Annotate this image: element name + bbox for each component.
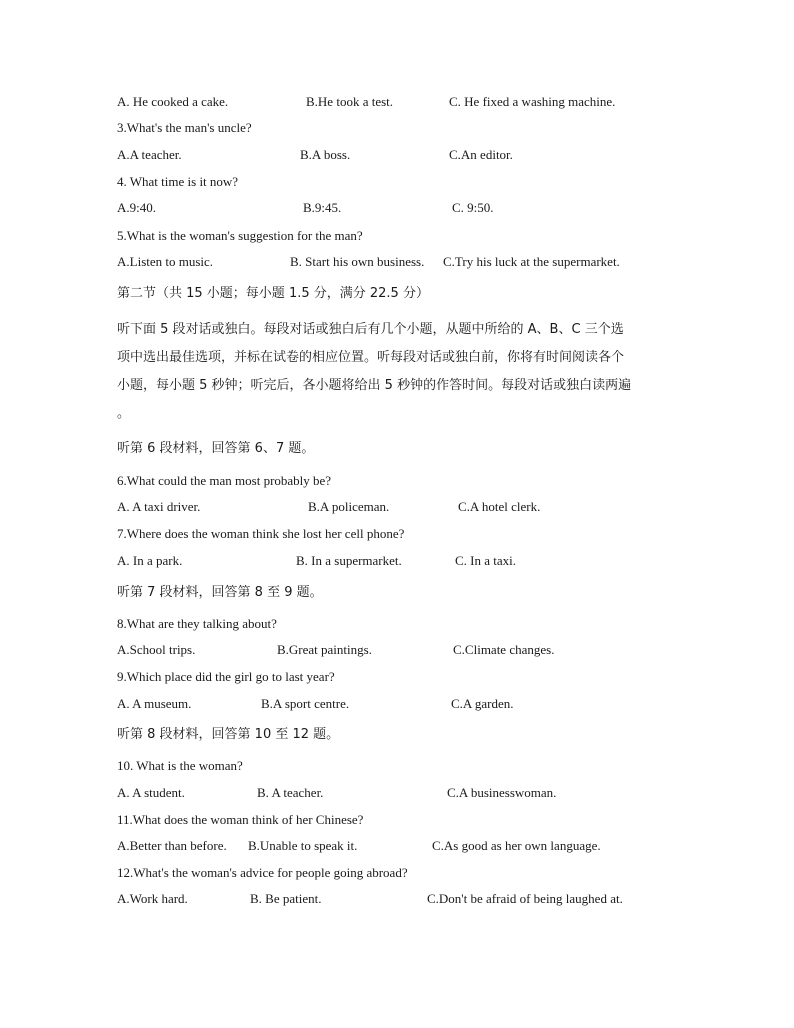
q5-option-b: B. Start his own business. <box>290 254 425 269</box>
question-10: 10. What is the woman? <box>117 758 243 773</box>
question-9: 9.Which place did the girl go to last year? <box>117 669 335 684</box>
q9-option-b: B.A sport centre. <box>261 696 350 711</box>
question-5: 5.What is the woman's suggestion for the man? <box>117 228 363 243</box>
q12-option-c: C.Don't be afraid of being laughed at. <box>427 891 623 906</box>
question-7: 7.Where does the woman think she lost her cell phone? <box>117 526 405 541</box>
instructions-line-1: 听下面 5 段对话或独白。每段对话或独白后有几个小题，从题中所给的 A、B、C 三个选 <box>117 322 624 337</box>
q3-option-c: C.An editor. <box>449 147 513 162</box>
q11-option-b: B.Unable to speak it. <box>248 838 358 853</box>
instructions-line-2: 项中选出最佳选项，并标在试卷的相应位置。听每段对话或独白前，你将有时间阅读各个 <box>117 350 625 365</box>
q6-option-c: C.A hotel clerk. <box>458 499 541 514</box>
material-8-heading: 听第 8 段材料，回答第 10 至 12 题。 <box>117 727 340 742</box>
question-8: 8.What are they talking about? <box>117 616 277 631</box>
q7-option-b: B. In a supermarket. <box>296 553 402 568</box>
question-11: 11.What does the woman think of her Chinese? <box>117 812 364 827</box>
question-4: 4. What time is it now? <box>117 174 239 189</box>
q11-option-a: A.Better than before. <box>117 838 227 853</box>
q10-option-a: A. A student. <box>117 785 185 800</box>
q5-option-a: A.Listen to music. <box>117 254 214 269</box>
q10-option-b: B. A teacher. <box>257 785 324 800</box>
question-3: 3.What's the man's uncle? <box>117 120 252 135</box>
q11-option-c: C.As good as her own language. <box>432 838 601 853</box>
q9-option-a: A. A museum. <box>117 696 192 711</box>
q5-option-c: C.Try his luck at the supermarket. <box>443 254 620 269</box>
q4-option-c: C. 9:50. <box>452 200 494 215</box>
q2-option-c: C. He fixed a washing machine. <box>449 94 616 109</box>
q6-option-b: B.A policeman. <box>308 499 390 514</box>
material-6-heading: 听第 6 段材料，回答第 6、7 题。 <box>117 441 315 456</box>
question-12: 12.What's the woman's advice for people going abroad? <box>117 865 408 880</box>
section-2-title: 第二节（共 15 小题；每小题 1.5 分，满分 22.5 分） <box>117 286 429 301</box>
q8-option-b: B.Great paintings. <box>277 642 372 657</box>
q12-option-a: A.Work hard. <box>117 891 188 906</box>
q10-option-c: C.A businesswoman. <box>447 785 557 800</box>
q7-option-c: C. In a taxi. <box>455 553 517 568</box>
q2-option-a: A. He cooked a cake. <box>117 94 229 109</box>
q3-option-b: B.A boss. <box>300 147 351 162</box>
q12-option-b: B. Be patient. <box>250 891 322 906</box>
q7-option-a: A. In a park. <box>117 553 183 568</box>
q4-option-b: B.9:45. <box>303 200 342 215</box>
material-7-heading: 听第 7 段材料，回答第 8 至 9 题。 <box>117 585 323 600</box>
q3-option-a: A.A teacher. <box>117 147 182 162</box>
q8-option-c: C.Climate changes. <box>453 642 555 657</box>
instructions-line-4: 。 <box>117 406 131 421</box>
q6-option-a: A. A taxi driver. <box>117 499 201 514</box>
q4-option-a: A.9:40. <box>117 200 156 215</box>
question-6: 6.What could the man most probably be? <box>117 473 332 488</box>
q9-option-c: C.A garden. <box>451 696 514 711</box>
q2-option-b: B.He took a test. <box>306 94 394 109</box>
q8-option-a: A.School trips. <box>117 642 196 657</box>
instructions-line-3: 小题，每小题 5 秒钟；听完后，各小题将给出 5 秒钟的作答时间。每段对话或独白读两遍 <box>117 378 632 393</box>
